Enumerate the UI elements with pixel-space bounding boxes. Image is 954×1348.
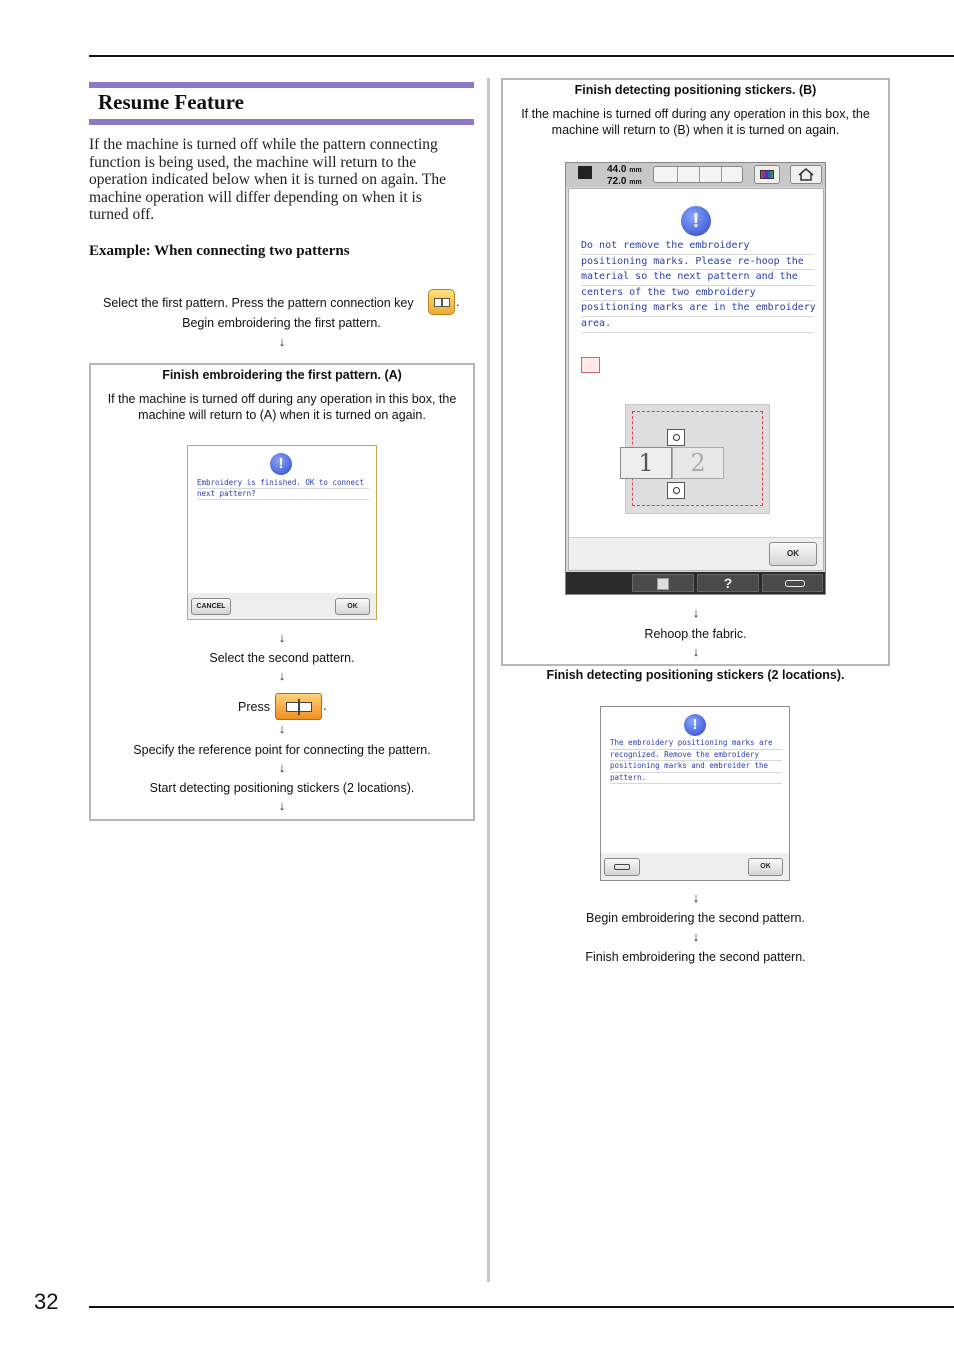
screen-a-line: next pattern? [197,489,369,500]
stitch-counter [653,166,743,183]
box-a-title: Finish embroidering the first pattern. (A) [162,368,402,382]
screen-b-line: material so the next pattern and the [581,270,814,286]
screen-c [600,706,790,881]
box-b-title: Finish detecting positioning stickers. (B) [574,83,817,97]
screen-b-line: positioning marks. Please re-hoop the [581,255,814,271]
warning-icon: ! [681,206,711,236]
home-button[interactable] [790,165,822,184]
screen-b-dialog [568,188,824,571]
help-icon: ? [723,575,733,591]
step-select-second: Select the second pattern. [209,651,355,665]
screen-a-line: Embroidery is finished. OK to connect [197,478,369,489]
arrow-3: ↓ [278,668,286,683]
screen-b-toolbar [566,572,825,594]
pattern-2: 2 [672,447,724,479]
box-b-desc-2: machine will return to (B) when it is turned on again. [551,123,840,137]
screen-b-line: Do not remove the embroidery [581,239,814,255]
step-begin-second: Begin embroidering the second pattern. [586,911,805,925]
connect-key-icon [275,693,322,720]
step-select-first-text: Select the first pattern. Press the pattern connection key [103,296,414,310]
screen-c-line: The embroidery positioning marks are [610,738,782,750]
pattern-1: 1 [620,447,672,479]
pattern-connection-key-icon [428,289,455,315]
step-detect: Start detecting positioning stickers (2 locations). [149,781,415,795]
bottom-rule [89,1306,954,1308]
size-width: 44.0 [607,164,627,175]
arrow-4: ↓ [278,721,286,736]
intro-paragraph: If the machine is turned off while the pattern connecting function is being used, the machine will return to the operation indicated below when it is turned on again. The machine operation will differ depending on when it is turned off. [89,136,446,223]
arrow-7: ↓ [692,605,700,620]
screen-c-line: pattern. [610,773,782,785]
screen-b-line: centers of the two embroidery [581,286,814,302]
thread-color-icon[interactable] [754,165,780,184]
screen-c-message [610,738,782,784]
step-press: Press [238,700,270,714]
arrow-9: ↓ [692,890,700,905]
top-rule [89,55,954,57]
arrow-1: ↓ [278,334,286,349]
ok-button[interactable]: OK [335,598,370,615]
step-specify: Specify the reference point for connecting the pattern. [133,743,431,757]
home-icon [791,166,821,183]
step-rehoop: Rehoop the fabric. [644,627,747,641]
ok-button[interactable]: OK [748,858,783,876]
arrow-10: ↓ [692,929,700,944]
frame-icon [581,357,600,373]
screen-c-line: positioning marks and embroider the [610,761,782,773]
arrow-2: ↓ [278,630,286,645]
title-bar-bottom [89,119,474,125]
cancel-button[interactable]: CANCEL [191,598,231,615]
step-select-first [103,295,414,311]
checklist-icon [657,578,669,590]
positioning-sticker-icon [667,482,685,499]
size-unit: mm [629,179,642,186]
toolbar-button[interactable] [632,574,694,592]
size-height: 72.0 [607,176,627,187]
embroidery-area [625,404,770,514]
period: . [323,699,327,713]
column-divider [487,78,490,1282]
section-title: Resume Feature [98,90,244,114]
positioning-sticker-icon [667,429,685,446]
title-bar-top [89,82,474,88]
finish-detect-heading: Finish detecting positioning stickers (2 locations). [546,668,845,682]
box-b-desc-1: If the machine is turned off during any operation in this box, the [521,107,870,121]
step-begin-first: Begin embroidering the first pattern. [182,316,381,330]
arrow-6: ↓ [278,798,286,813]
move-icon [785,580,805,587]
help-button[interactable] [697,574,759,592]
box-a-desc-2: machine will return to (A) when it is turned on again. [138,408,426,422]
warning-icon: ! [270,453,292,475]
move-button[interactable] [762,574,823,592]
period: . [456,295,460,309]
screen-a-message [197,478,369,500]
arrow-8: ↓ [692,644,700,659]
screen-b-line: positioning marks are in the embroidery [581,301,814,317]
step-finish-second: Finish embroidering the second pattern. [585,950,806,964]
example-heading: Example: When connecting two patterns [89,243,350,259]
page-number: 32 [34,1289,59,1314]
screen-b [565,162,826,595]
ok-button[interactable]: OK [769,542,817,566]
screen-c-line: recognized. Remove the embroidery [610,750,782,762]
screen-b-line: area. [581,317,814,333]
size-readout [607,164,642,188]
size-unit: mm [629,167,642,174]
arrow-5: ↓ [278,760,286,775]
screen-a [187,445,377,620]
screen-b-topbar [566,163,825,187]
size-icon [578,166,592,179]
warning-icon: ! [684,714,706,736]
hoop-change-icon [614,864,630,870]
screen-b-message [581,239,814,333]
hoop-change-button[interactable] [604,858,640,876]
box-a-desc-1: If the machine is turned off during any operation in this box, the [107,392,457,406]
